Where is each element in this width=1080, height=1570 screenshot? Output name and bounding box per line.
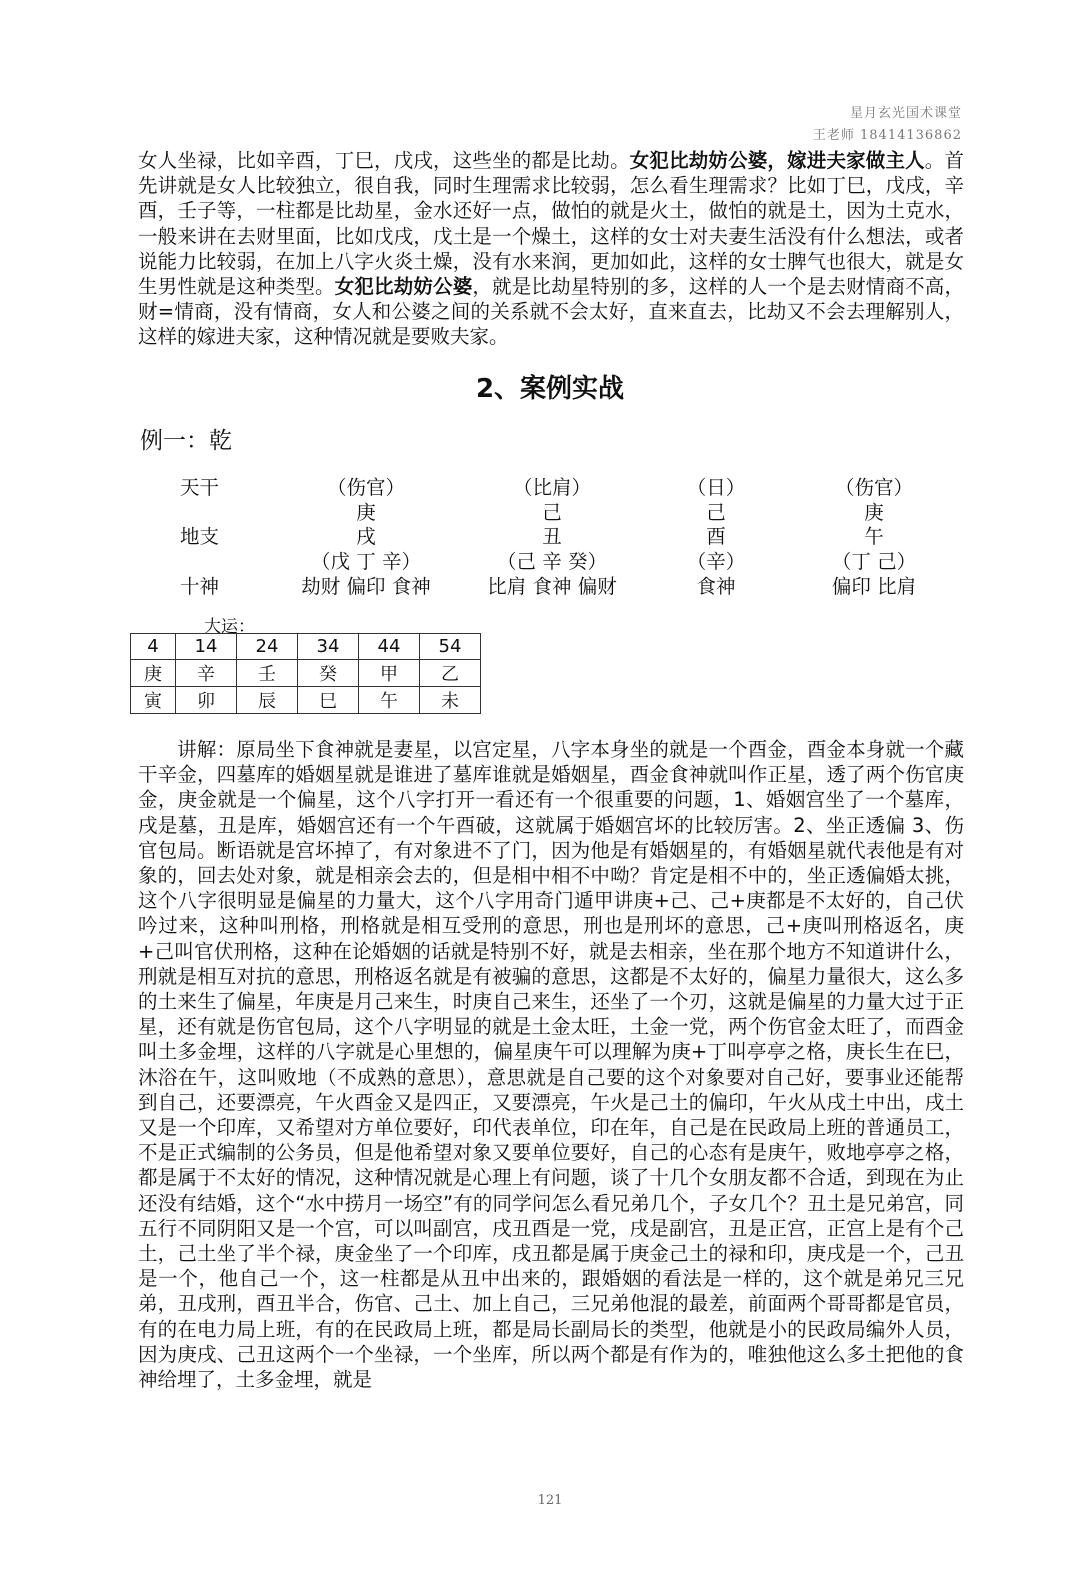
pillar-3-gods: 食神: [696, 575, 736, 598]
pillar-1-gan: 庚: [356, 501, 376, 524]
pillar-2-zhi: 丑: [542, 525, 562, 548]
pillar-2-gan-god: （比肩）: [512, 476, 592, 499]
dayun-age: 34: [298, 634, 359, 660]
dayun-zhi: 未: [420, 687, 481, 714]
intro-paragraph: [138, 148, 964, 350]
pillar-1-zhi: 戌: [356, 525, 376, 548]
dayun-table: [130, 633, 481, 714]
dayun-gan: 乙: [420, 660, 481, 687]
pillar-1-gods: 劫财 偏印 食神: [301, 575, 431, 598]
dayun-zhi: 卯: [176, 687, 237, 714]
bazi-row-hidden: [0, 546, 1080, 572]
dayun-gan: 庚: [131, 660, 176, 687]
intro-tail: ，就是比劫星特别的多，这样的人一个是去财情商不高，财=情商，没有情商，女人和公婆之间的关系就不会太好，直来直去，比劫又不会去理解别人，这样的嫁进夫家，这种情况就是要败夫家。: [138, 275, 964, 349]
pillar-4-gods: 偏印 比肩: [831, 575, 917, 598]
label-tiangan: 天干: [180, 476, 220, 499]
dayun-age: 4: [131, 634, 176, 660]
intro-bold-2: 女犯比劫妨公婆: [334, 275, 473, 299]
pillar-2-gan: 己: [542, 501, 562, 524]
dayun-age: 54: [420, 634, 481, 660]
pillar-3-hidden: （辛）: [686, 550, 746, 573]
dayun-zhi: 寅: [131, 687, 176, 714]
pillar-4-gan-god: （伤官）: [834, 476, 914, 499]
bazi-row-shishen: [0, 571, 1080, 597]
analysis-text: 讲解：原局坐下食神就是妻星，以宫定星，八字本身坐的就是一个酉金，酉金本身就一个藏干辛金，四墓库的婚姻星就是谁进了墓库谁就是婚姻星，酉金食神就叫作正星，透了两个伤官庚金，庚金就是一个偏星，这个八字打开一看还有一个很重要的问题，1、婚姻宫坐了一个墓库，戌是墓，丑是库，婚姻宫还有一个午酉破，这就属于婚姻宫坏的比较厉害。2、坐正透偏 3、伤官包局。断语就是宫坏掉了，有对象进不了门，因为他是有婚姻星的，有婚姻星就代表他是有对象的，回去处对象，就是相亲会去的，但是相中相不中呦？肯定是相不中的，坐正透偏婚太挑，这个八字很明显是偏星的力量大，这个八字用奇门遁甲讲庚+己、己+庚都是不太好的，自己伏吟过来，这种叫刑格，刑格就是相互受刑的意思，刑也是刑坏的意思，己+庚叫刑格返名，庚+己叫官伏刑格，这种在论婚姻的话就是特别不好，就是去相亲，坐在那个地方不知道讲什么，刑就是相互对抗的意思，刑格返名就是有被骗的意思，这都是不太好的，偏星力量很大，这么多的土来生了偏星，年庚是月己来生，时庚自己来生，还坐了一个刃，这就是偏星的力量大过于正星，还有就是伤官包局，这个八字明显的就是土金太旺，土金一党，两个伤官金太旺了，而酉金叫土多金埋，这样的八字就是心里想的，偏星庚午可以理解为庚+丁叫亭亭之格，庚长生在巳，沐浴在午，这叫败地（不成熟的意思），意思就是自己要的这个对象要对自己好，要事业还能帮到自己，还要漂亮，午火酉金又是四正，又要漂亮，午火是己土的偏印，午火从戌土中出，戌土又是一个印库，又希望对方单位要好，印代表单位，印在年，自己是在民政局上班的普通员工，不是正式编制的公务员，但是他希望对象又要单位要好，自己的心态有是庚午，败地亭亭之格，都是属于不太好的情况，这种情况就是心理上有问题，谈了十几个女朋友都不合适，到现在为止还没有结婚，这个“水中捞月一场空”有的同学问怎么看兄弟几个，子女几个？丑土是兄弟宫，同五行不同阴阳又是一个宫，可以叫副宫，戌丑酉是一党，戌是副宫，丑是正宫，正宫上是有个己土，己土坐了半个禄，庚金坐了一个印库，戌丑都是属于庚金己土的禄和印，庚戌是一个，己丑是一个，他自己一个，这一柱都是从丑中出来的，跟婚姻的看法是一样的，这个就是弟兄三兄弟，丑戌刑，酉丑半合，伤官、己土、加上自己，三兄弟他混的最差，前面两个哥哥都是官员，有的在电力局上班，有的在民政局上班，都是局长副局长的类型，他就是小的民政局编外人员，因为庚戌、己丑这两个一个坐禄，一个坐库，所以两个都是有作为的，唯独他这么多土把他的食神给埋了，土多金埋，就是: [138, 738, 964, 1392]
dayun-row-zhi: [131, 687, 481, 714]
bazi-row-tiangan: [0, 472, 1080, 498]
intro-bold-1: 女犯比劫妨公婆，嫁进夫家做主人: [629, 149, 925, 172]
pillar-1-gan-god: （伤官）: [326, 476, 406, 499]
dayun-zhi: 午: [359, 687, 420, 714]
pillar-4-gan: 庚: [864, 501, 884, 524]
example-title: 例一：乾: [140, 428, 232, 454]
dayun-age: 44: [359, 634, 420, 660]
dayun-gan: 甲: [359, 660, 420, 687]
dayun-gan: 壬: [237, 660, 298, 687]
dayun-gan: 辛: [176, 660, 237, 687]
dayun-row-gan: [131, 660, 481, 687]
dayun-label: 大运：: [204, 617, 255, 637]
label-dizhi: 地支: [180, 525, 220, 548]
pillar-3-gan: 己: [706, 501, 726, 524]
pillar-4-hidden: （丁 己）: [831, 550, 917, 573]
pillar-3-gan-god: （日）: [686, 476, 746, 499]
pillar-3-zhi: 酉: [706, 525, 726, 548]
watermark-line1: 星月玄光国术课堂: [849, 106, 962, 121]
bazi-row-gan: [0, 497, 1080, 523]
bazi-row-dizhi: [0, 521, 1080, 547]
analysis-paragraph: [138, 737, 964, 1392]
label-shishen: 十神: [180, 575, 220, 598]
pillar-1-hidden: （戊 丁 辛）: [311, 550, 421, 573]
dayun-zhi: 巳: [298, 687, 359, 714]
watermark-line2: 王老师 18414136862: [812, 128, 962, 143]
section-heading: 2、案例实战: [475, 374, 625, 404]
intro-lead: 女人坐禄，比如辛酉，丁巳，戊戌，这些坐的都是比劫。: [138, 149, 630, 172]
dayun-age: 14: [176, 634, 237, 660]
pillar-4-zhi: 午: [864, 525, 884, 548]
dayun-age: 24: [237, 634, 298, 660]
watermark: [813, 103, 962, 147]
page-number: 121: [537, 1493, 563, 1508]
pillar-2-gods: 比肩 食神 偏财: [487, 575, 617, 598]
intro-mid: 。首先讲就是女人比较独立，很自我，同时生理需求比较弱，怎么看生理需求？比如丁巳，戊戌，辛酉，壬子等，一柱都是比劫星，金水还好一点，做怕的就是火土，做怕的就是土，因为土克水，一般来讲在去财里面，比如戊戌，戊土是一个燥土，这样的女士对夫妻生活没有什么想法，或者说能力比较弱，在加上八字火炎土燥，没有水来润，更加如此，这样的女士脾气也很大，就是女生男性就是这种类型。: [138, 149, 964, 299]
dayun-gan: 癸: [298, 660, 359, 687]
pillar-2-hidden: （己 辛 癸）: [497, 550, 607, 573]
dayun-row-ages: [131, 634, 481, 660]
dayun-zhi: 辰: [237, 687, 298, 714]
